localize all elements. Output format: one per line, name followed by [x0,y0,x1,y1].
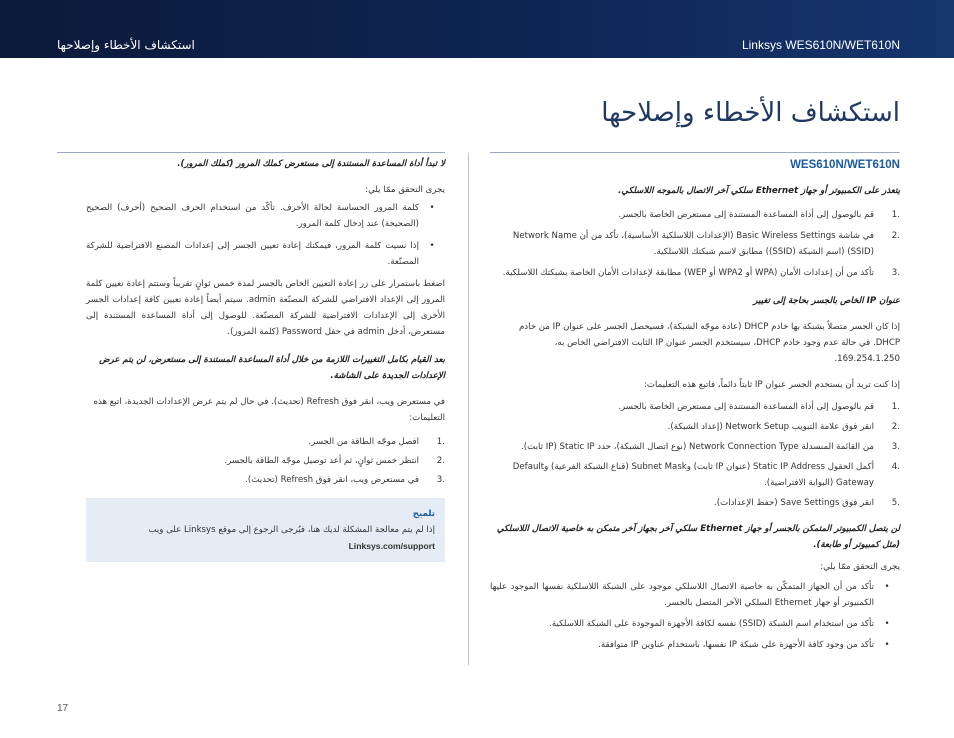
right-rule [490,152,900,153]
page-number: 17 [57,703,69,714]
list-item: .2 انتظر خمس ثوانٍ، ثم أعد توصيل موجّه الطاقة بالجسر. [224,456,445,466]
left-rule [57,152,445,153]
page-title: استكشاف الأخطاء وإصلاحها [601,98,900,128]
list-item: .2 انقر فوق علامة التبويب Network Setup (إعداد الشبكة). [667,422,900,432]
tip-text: إذا لم يتم معالجة المشكلة لديك هنا، فيُرجى الرجوع إلى موقع Linksys على ويب [148,525,435,535]
list-item: .3 في مستعرض ويب، انقر فوق Refresh (تحديث). [245,475,445,485]
list-item: • تأكد من أن الجهاز المتمكّن به خاصية الاتصال اللاسلكي موجود على الشبكة اللاسلكية نفسها الموجود عليها الكمبيوتر أو جهاز Ethernet السلكي الآخر المتصل بالجسر. [490,582,890,608]
left-column [86,156,445,562]
list-item: .1 قم بالوصول إلى أداة المساعدة المستندة إلى مستعرض الخاصة بالجسر. [618,402,900,412]
section-heading: يتعذر على الكمبيوتر أو جهاز Ethernet سلكي آخر الاتصال بالموجه اللاسلكي. [618,186,900,196]
section-heading: لن يتصل الكمبيوتر المتمكن بالجسر أو جهاز Ethernet سلكي آخر بجهاز آخر متمكن به خاصية الاتصال اللاسلكي (مثل كمبيوتر أو طابعة). [496,524,900,550]
list-item: • إذا نسيت كلمة المرور، فيمكنك إعادة تعيين الجسر إلى إعدادات المصنع الافتراضية للشركة المصنّعة. [86,241,435,267]
list-item: .1 افصل موجّه الطاقة من الجسر. [308,437,445,447]
right-column [490,157,900,653]
list-item: .2 في شاشة Basic Wireless Settings (الإعدادات اللاسلكية الأساسية)، تأكد من أن Network Name (SSID) (اسم الشبكة (SSID)) مطابق لاسم شبكتك اللاسلكية. [512,231,900,257]
header-section: استكشاف الأخطاء وإصلاحها [57,38,195,52]
tip-box [86,498,445,562]
list-item: .1 قم بالوصول إلى أداة المساعدة المستندة إلى مستعرض الخاصة بالجسر. [618,210,900,220]
model-heading: WES610N/WET610N [790,159,900,171]
numbered-list [490,399,900,511]
paragraph: في مستعرض ويب، انقر فوق Refresh (تحديث). في حال لم يتم عرض الإعدادات الجديدة، اتبع هذه التعليمات: [93,397,445,423]
bullet-list [86,200,445,270]
paragraph: اضغط باستمرار على زر إعادة التعيين الخاص بالجسر لمدة خمس ثوانٍ تقريباً وستتم إعادة تعيين كلمة المرور إلى الإعداد الافتراضي للشركة المصنّعة admin. سيتم أيضاً إعادة تعيين كافة إعدادات الجسر الأخرى إلى الإعدادات الافتراضية للشركة المصنّعة. للوصول إلى أداة المساعدة المستندة إلى مستعرض، أدخل admin في حقل Password (كلمة المرور). [86,279,445,337]
paragraph: يجرى التحقق ممّا يلي: [365,185,445,195]
bullet-list [490,579,900,653]
list-item: • كلمة المرور الحساسة لحالة الأحرف. تأكّد من استخدام الحرف الصحيح (أحرف) الصحيح (الصحيحة) عند إدخال كلمة المرور. [86,203,435,229]
support-link[interactable]: Linksys.com/support [348,541,435,551]
paragraph: إذا كنت تريد أن يستخدم الجسر عنوان IP ثابتاً دائماً، فاتبع هذه التعليمات: [644,380,900,390]
tip-title: تلميح [412,509,435,519]
header-model: Linksys WES610N/WET610N [741,38,900,52]
header-bar [0,0,954,58]
section-heading: عنوان IP الخاص بالجسر بحاجة إلى تغيير [753,296,900,306]
list-item: .4 أكمل الحقول Static IP Address (عنوان IP ثابت) وSubnet Mask (قناع الشبكة الفرعية) وDefault Gateway (البوابة الافتراضية). [512,462,900,488]
list-item: .3 من القائمة المنسدلة Network Connection Type (نوع اتصال الشبكة)، حدد Static IP (IP ثابت). [521,442,900,452]
numbered-list [490,207,900,281]
list-item: • تأكد من وجود كافة الأجهزة على شبكة IP نفسها، باستخدام عناوين IP متوافقة. [598,640,890,650]
numbered-list [86,434,445,488]
paragraph: إذا كان الجسر متصلاً بشبكة بها خادم DHCP (عادة موجّه الشبكة)، فسيحصل الجسر على عنوان IP من خادم DHCP. في حالة عدم وجود خادم DHCP، سيستخدم الجسر عنوان IP الثابت الافتراضي الخاص به، 169.254.1.250. [518,322,900,364]
list-item: .5 انقر فوق Save Settings (حفظ الإعدادات). [714,498,900,508]
list-item: .3 تأكد من أن إعدادات الأمان (WPA أو WPA2 أو WEP) مطابقة لإعدادات الأمان الخاصة بشبكتك اللاسلكية. [502,268,900,278]
list-item: • تأكد من استخدام اسم الشبكة (SSID) نفسه لكافة الأجهزة الموجودة على الشبكة اللاسلكية. [549,619,890,629]
section-heading: بعد القيام بكامل التغييرات اللازمة من خلال أداة المساعدة المستندة إلى مستعرض، لن يتم عرض الإعدادات الجديدة على الشاشة. [99,355,445,381]
column-divider [468,153,469,665]
paragraph: يجرى التحقق ممّا يلي: [820,562,900,572]
section-heading: لا تبدأ أداة المساعدة المستندة إلى مستعرض كملك المرور (كملك المرور). [177,159,445,169]
